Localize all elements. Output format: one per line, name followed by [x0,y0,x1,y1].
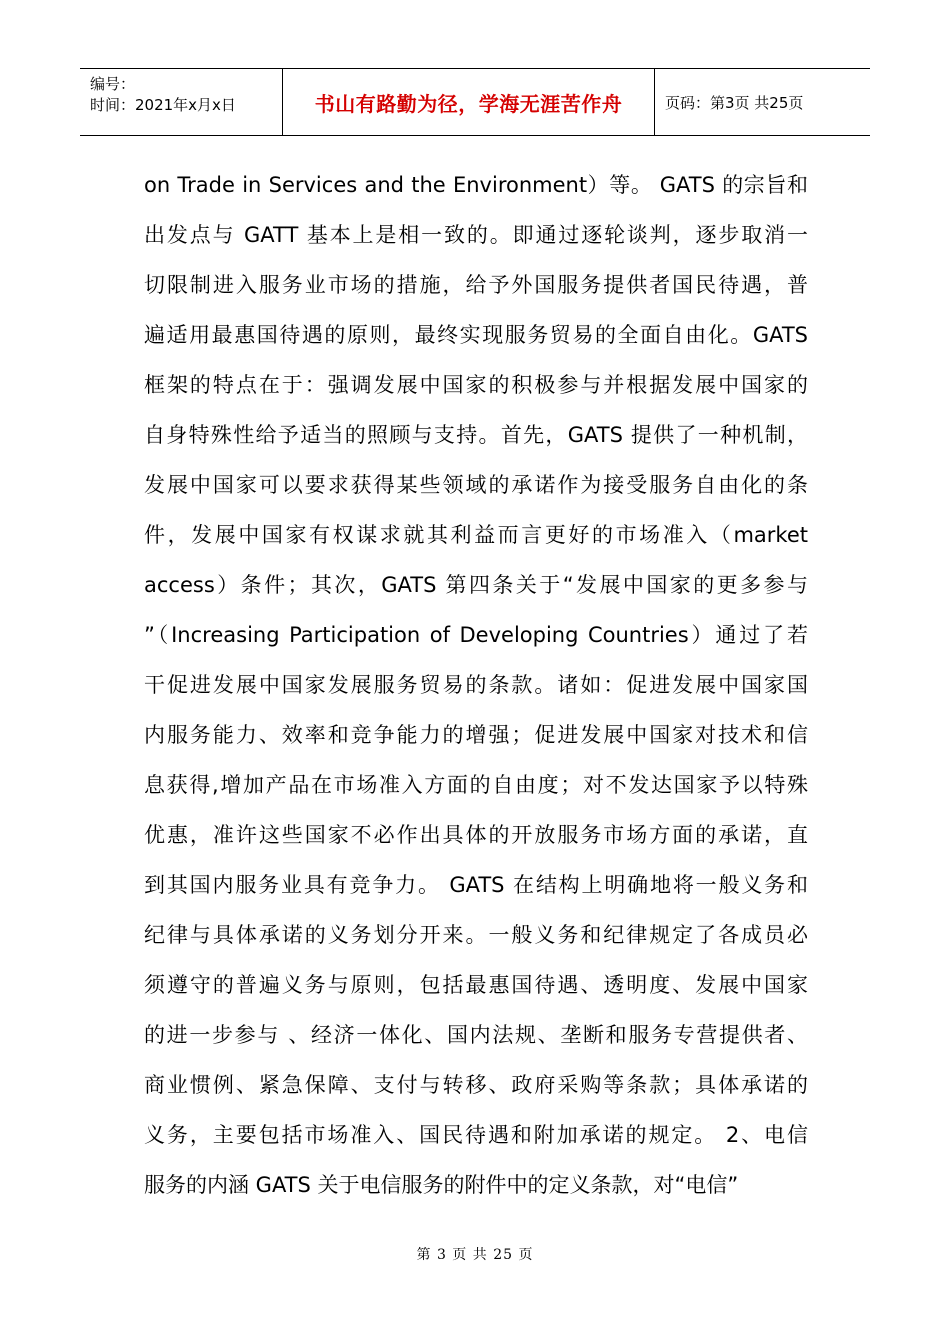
body-line: 到其国内服务业具有竞争力。 GATS 在结构上明确地将一般义务和 [144,873,808,897]
body-line: 息获得,增加产品在市场准入方面的自由度；对不发达国家予以特殊 [144,773,808,797]
body-line: 须遵守的普遍义务与原则，包括最惠国待遇、透明度、发展中国家 [144,973,808,997]
document-body [144,160,808,1210]
header-table [80,68,870,136]
document-time-label: 时间：2021年x月x日 [90,96,236,114]
body-line: 干促进发展中国家发展服务贸易的条款。诸如：促进发展中国家国 [144,673,808,697]
body-line: 的进一步参与 、经济一体化、国内法规、垄断和服务专营提供者、 [144,1023,808,1047]
header-page-info: 页码：第3页 共25页 [665,93,804,112]
document-number-label: 编号： [90,75,136,93]
header-page-cell [655,69,870,135]
header-motto: 书山有路勤为径，学海无涯苦作舟 [314,91,623,116]
body-line: access）条件；其次，GATS 第四条关于“发展中国家的更多参与 [144,573,808,597]
body-line: 服务的内涵 GATS 关于电信服务的附件中的定义条款，对“电信” [144,1173,739,1197]
body-line: 自身特殊性给予适当的照顾与支持。首先，GATS 提供了一种机制， [144,423,808,447]
body-line: 出发点与 GATT 基本上是相一致的。即通过逐轮谈判，逐步取消一 [144,223,808,247]
body-line: 内服务能力、效率和竞争能力的增强；促进发展中国家对技术和信 [144,723,808,747]
body-line: 纪律与具体承诺的义务划分开来。一般义务和纪律规定了各成员必 [144,923,808,947]
body-line: 切限制进入服务业市场的措施，给予外国服务提供者国民待遇，普 [144,273,808,297]
page-footer: 第 3 页 共 25 页 [416,1247,534,1263]
body-line: 遍适用最惠国待遇的原则，最终实现服务贸易的全面自由化。GATS [144,323,808,347]
body-line: 件，发展中国家有权谋求就其利益而言更好的市场准入（market [144,523,808,547]
body-line: 优惠，准许这些国家不必作出具体的开放服务市场方面的承诺，直 [144,823,808,847]
body-line: 商业惯例、紧急保障、支付与转移、政府采购等条款；具体承诺的 [144,1073,808,1097]
header-motto-cell [283,69,655,135]
body-line: 义务，主要包括市场准入、国民待遇和附加承诺的规定。 2、电信 [144,1123,808,1147]
body-line: 框架的特点在于：强调发展中国家的积极参与并根据发展中国家的 [144,373,808,397]
body-line: 发展中国家可以要求获得某些领域的承诺作为接受服务自由化的条 [144,473,808,497]
body-line: ”（Increasing Participation of Developing Countries）通过了若 [144,623,808,647]
body-line: on Trade in Services and the Environment）等。 GATS 的宗旨和 [144,173,808,197]
header-meta-cell [80,69,283,135]
